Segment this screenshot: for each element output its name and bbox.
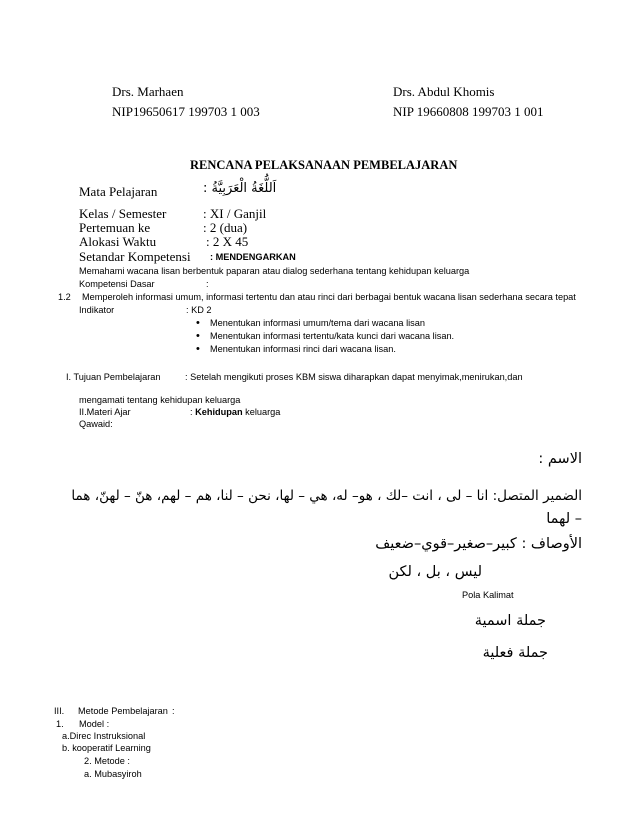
metode-heading-colon: : xyxy=(172,706,175,716)
kelas-value: : XI / Ganjil xyxy=(203,206,267,221)
model-number: 1. xyxy=(56,719,64,729)
sk-label: Setandar Kompetensi xyxy=(79,249,191,264)
arabic-jumlah-fiiliyah: جملة فعلية xyxy=(482,645,548,661)
arabic-huma-line: – لهما xyxy=(546,511,582,527)
arabic-awsaf-line: الأوصاف : كبير–صغير–قوي–ضعيف xyxy=(375,536,582,552)
sk-description: Memahami wacana lisan berbentuk paparan atau dialog sederhana tentang kehidupan keluarga xyxy=(79,266,470,276)
materi-value: : Kehidupan keluarga xyxy=(190,407,281,417)
tujuan-text: : Setelah mengikuti proses KBM siswa diharapkan dapat menyimak,menirukan,dan xyxy=(185,372,523,382)
pertemuan-label: Pertemuan ke xyxy=(79,220,151,235)
kd-label: Kompetensi Dasar xyxy=(79,279,155,289)
arabic-jumlah-ismiyah: جملة اسمية xyxy=(474,613,546,629)
pertemuan-value: : 2 (dua) xyxy=(203,220,248,235)
arabic-adawat-line: ليس ، بل ، لكن xyxy=(388,564,482,580)
alokasi-value: : 2 X 45 xyxy=(206,234,249,249)
page-title: RENCANA PELAKSANAAN PEMBELAJARAN xyxy=(190,158,458,172)
kelas-label: Kelas / Semester xyxy=(79,206,167,221)
kd-colon: : xyxy=(206,279,209,289)
indikator-label: Indikator xyxy=(79,305,115,315)
sk-value: : MENDENGARKAN xyxy=(210,252,296,262)
mapel-value: : اَللُّغَةُ الْعَرَبِيَّةُ xyxy=(203,181,277,196)
mapel-label: Mata Pelajaran xyxy=(79,184,158,199)
tujuan-label: I. Tujuan Pembelajaran xyxy=(66,372,161,382)
arabic-ism-heading: الاسم : xyxy=(538,451,582,467)
model-label: Model : xyxy=(79,719,110,729)
model-item-a: a.Direc Instruksional xyxy=(62,731,146,741)
indikator-item: • Menentukan informasi umum/tema dari wacana lisan xyxy=(210,318,425,328)
indikator-value: : KD 2 xyxy=(186,305,212,315)
signature-left-name: Drs. Marhaen xyxy=(112,84,184,99)
model-item-b: b. kooperatif Learning xyxy=(62,743,151,753)
signature-left-nip: NIP19650617 199703 1 003 xyxy=(112,104,260,119)
kd-text: Memperoleh informasi umum, informasi tertentu dan atau rinci dari berbagai bentuk wacana lisan sederhana secara tepat xyxy=(82,292,576,302)
indikator-item: • Menentukan informasi tertentu/kata kunci dari wacana lisan. xyxy=(210,331,454,341)
pola-kalimat-label: Pola Kalimat xyxy=(462,590,514,600)
qawaid-label: Qawaid: xyxy=(79,419,113,429)
arabic-dhamir-line: الضمير المتصل: انا – لى ، انت –لك ، هو– له، هي – لها، نحن – لنا، هم – لهم، هنّ – لهنّ، هما xyxy=(71,488,582,504)
signature-right-name: Drs. Abdul Khomis xyxy=(393,84,495,99)
metode-heading-number: III. xyxy=(54,706,65,716)
indikator-item: • Menentukan informasi rinci dari wacana lisan. xyxy=(210,344,396,354)
tujuan-text-continued: mengamati tentang kehidupan keluarga xyxy=(79,395,241,405)
kd-number: 1.2 xyxy=(58,292,71,302)
signature-right-nip: NIP 19660808 199703 1 001 xyxy=(393,104,544,119)
materi-label: II.Materi Ajar xyxy=(79,407,131,417)
metode-number-label: 2. Metode : xyxy=(84,756,130,766)
metode-heading: Metode Pembelajaran xyxy=(78,706,168,716)
metode-item-a: a. Mubasyiroh xyxy=(84,769,142,779)
alokasi-label: Alokasi Waktu xyxy=(79,234,157,249)
